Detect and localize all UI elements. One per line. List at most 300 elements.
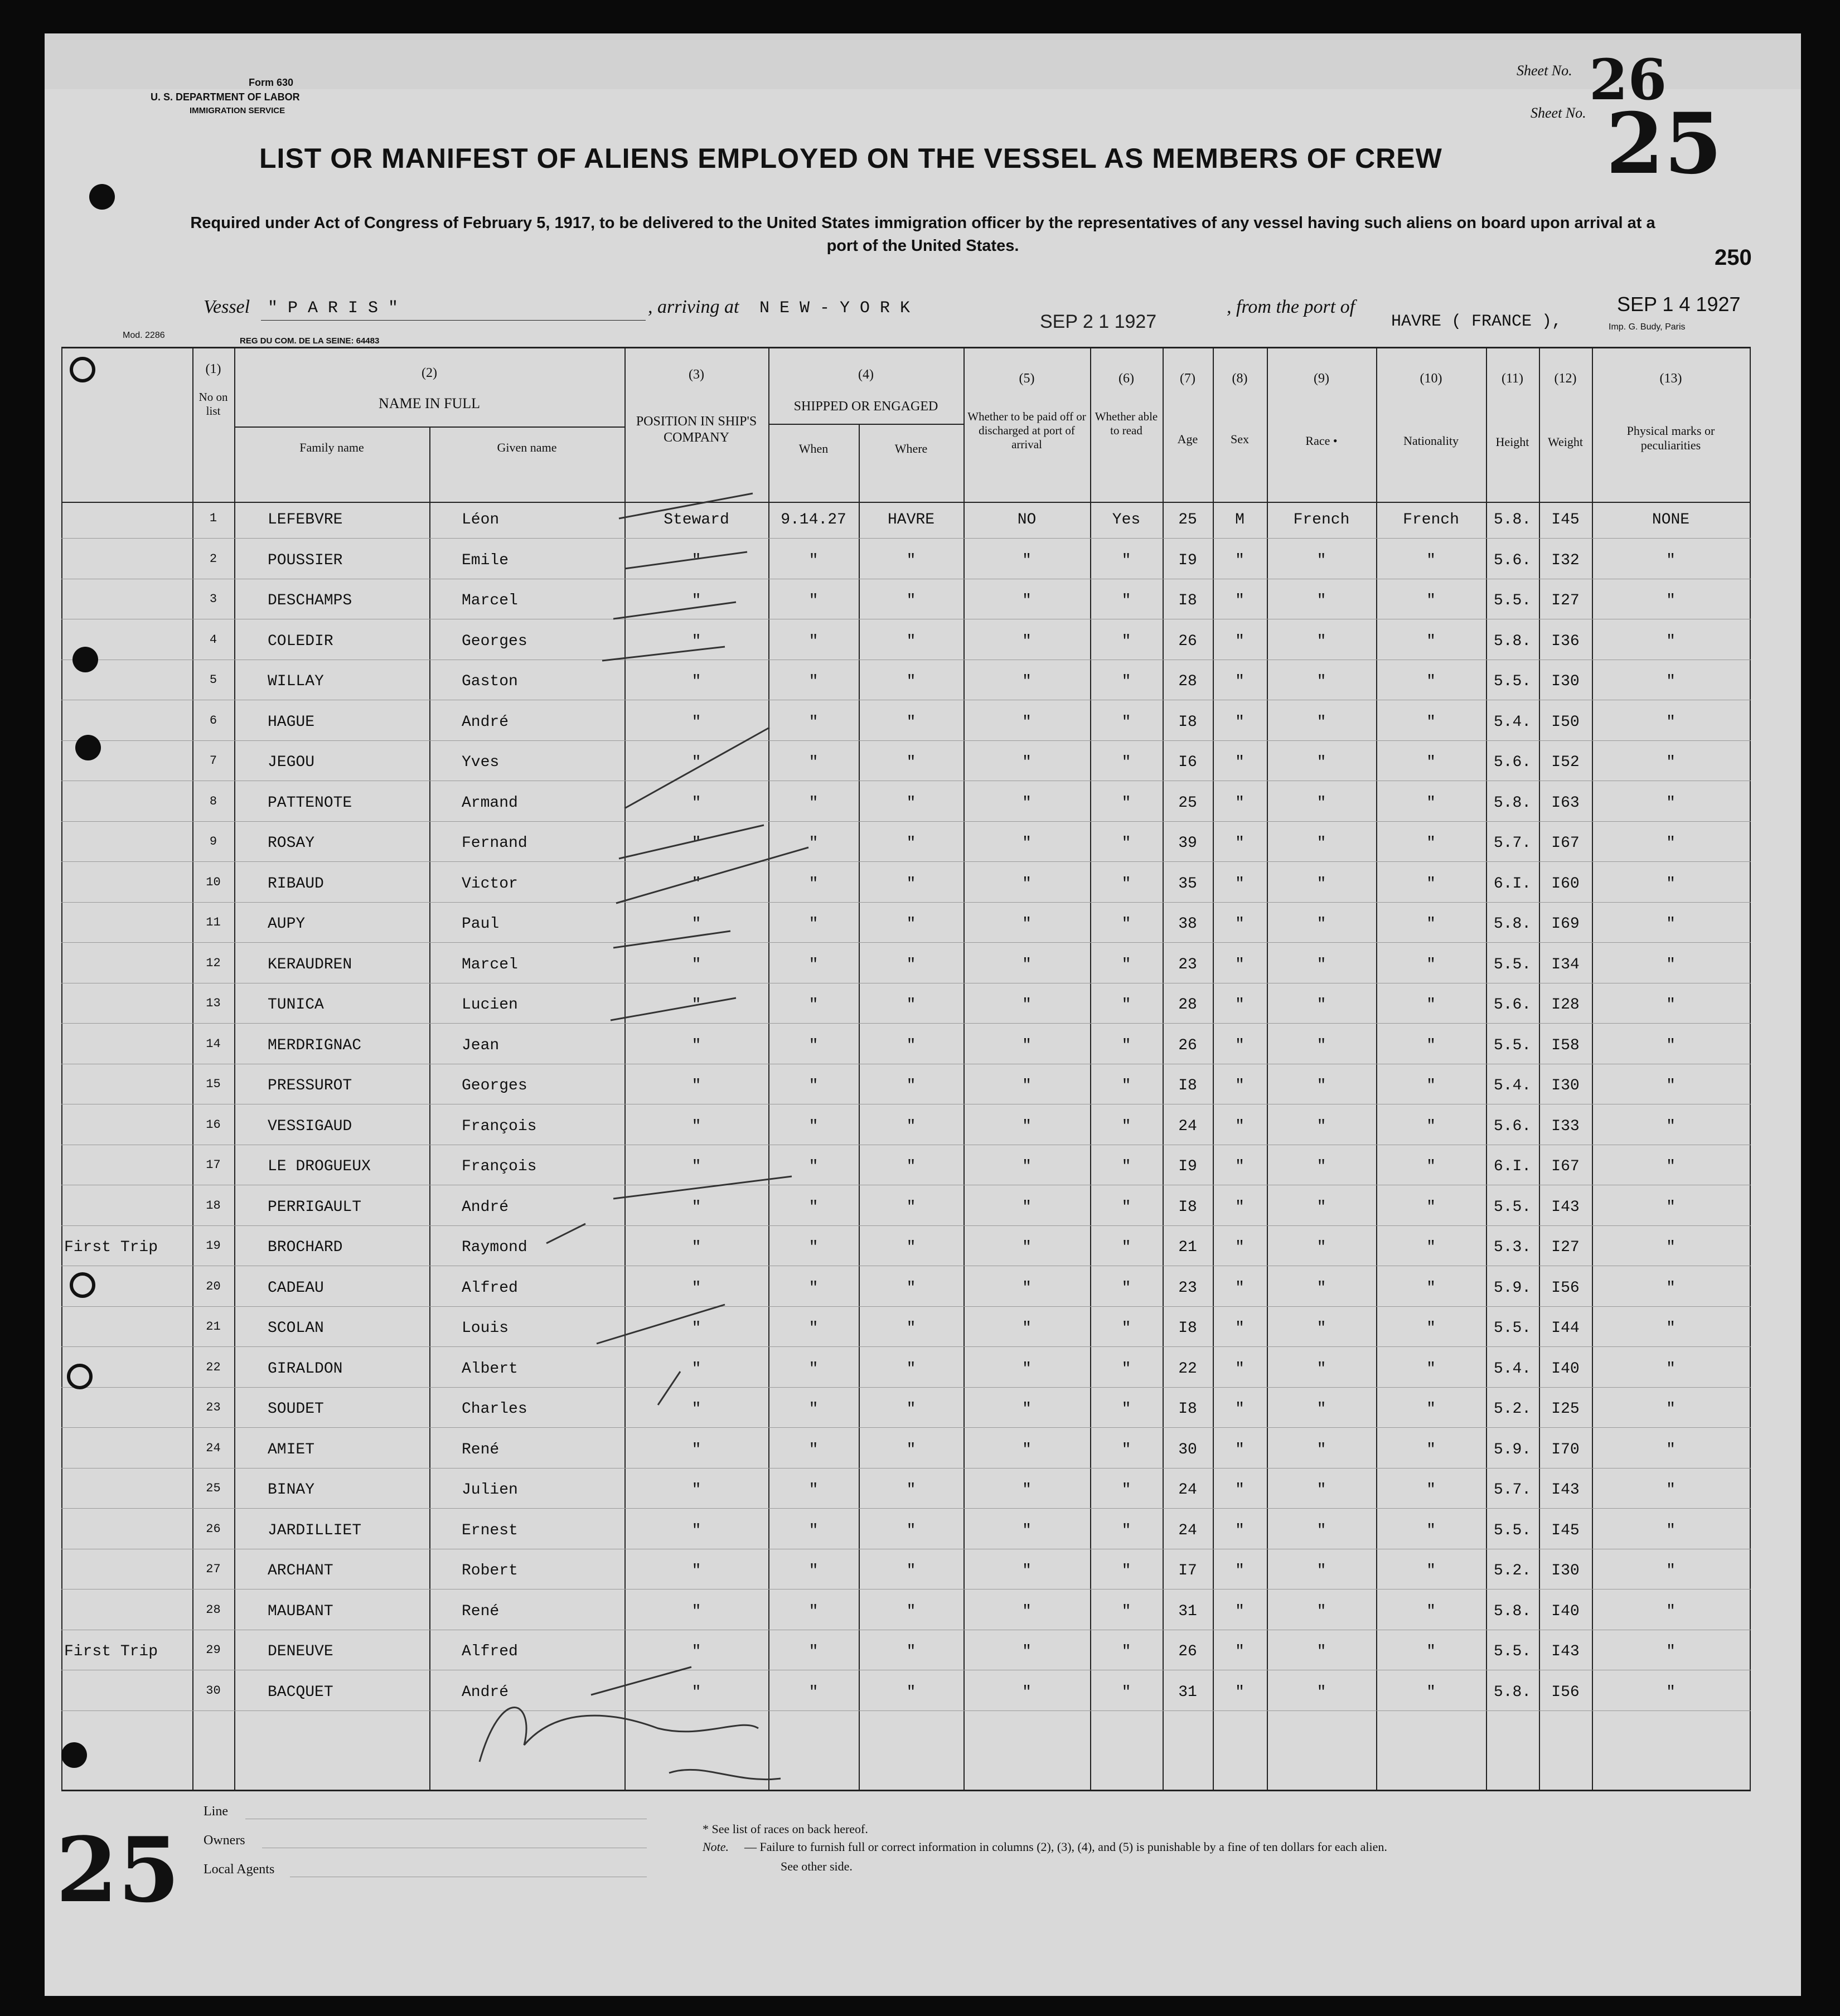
cell-age: I8 — [1178, 1077, 1197, 1094]
col6-number: (6) — [1118, 371, 1134, 386]
cell-race: " — [1316, 1117, 1326, 1135]
col8-header: Sex — [1231, 432, 1249, 446]
cell-race: " — [1316, 1198, 1326, 1216]
subtitle: Required under Act of Congress of February 5, 1917, to be delivered to the United States immigration officer by the representatives of any vessel having such aliens on board upon arrival at a port of the United States. — [190, 214, 1655, 255]
cell-nat: " — [1426, 1481, 1436, 1499]
cell-position: " — [691, 1077, 701, 1094]
cell-paid: " — [1022, 592, 1032, 609]
cell-race: " — [1316, 835, 1326, 852]
cell-race: " — [1316, 1279, 1326, 1297]
cell-marks: " — [1666, 1036, 1676, 1054]
col10-number: (10) — [1420, 371, 1442, 386]
cell-weight: I63 — [1551, 794, 1580, 812]
cell-nat: " — [1426, 1562, 1436, 1579]
cell-height: 5.6. — [1493, 754, 1532, 771]
cell-paid: " — [1022, 1360, 1032, 1378]
cell-when: " — [808, 835, 819, 852]
cell-read: " — [1121, 1279, 1131, 1297]
cell-race: " — [1316, 1562, 1326, 1579]
sheet-number-1: 26 — [1589, 47, 1667, 113]
col4-number: (4) — [858, 367, 874, 382]
cell-position: " — [691, 1198, 701, 1216]
cell-weight: I45 — [1551, 511, 1580, 529]
cell-race: " — [1316, 1400, 1326, 1418]
cell-marks: " — [1666, 1117, 1676, 1135]
col1-number: (1) — [205, 362, 221, 376]
cell-height: 5.9. — [1493, 1441, 1532, 1458]
cell-family: ROSAY — [268, 835, 315, 852]
cell-no: 16 — [206, 1117, 221, 1132]
cell-race: " — [1316, 875, 1326, 893]
cell-paid: " — [1022, 1077, 1032, 1094]
cell-given: René — [462, 1441, 500, 1458]
cell-given: Jean — [462, 1036, 500, 1054]
cell-no: 30 — [206, 1683, 221, 1698]
cell-marks: " — [1666, 1279, 1676, 1297]
cell-given: Fernand — [462, 835, 527, 852]
cell-family: POUSSIER — [268, 551, 343, 569]
cell-read: " — [1121, 592, 1131, 609]
cell-when: " — [808, 794, 819, 812]
cell-age: 30 — [1178, 1441, 1197, 1458]
cell-marks: " — [1666, 632, 1676, 650]
cell-where: " — [906, 1198, 916, 1216]
cell-marks: " — [1666, 1400, 1676, 1418]
cell-where: " — [906, 1481, 916, 1499]
cell-no: 26 — [206, 1521, 221, 1536]
date-stamp-departure: SEP 1 4 1927 — [1617, 293, 1741, 316]
cell-weight: I28 — [1551, 996, 1580, 1014]
cell-position: " — [691, 1683, 701, 1701]
cell-family: ARCHANT — [268, 1562, 333, 1579]
cell-paid: " — [1022, 915, 1032, 933]
cell-family: DESCHAMPS — [268, 592, 352, 609]
cell-weight: I30 — [1551, 673, 1580, 690]
cell-position: Steward — [664, 511, 729, 529]
cell-read: Yes — [1112, 511, 1141, 529]
cell-where: " — [906, 1239, 916, 1256]
cell-where: " — [906, 1158, 916, 1175]
cell-nat: " — [1426, 1279, 1436, 1297]
cell-age: 26 — [1178, 1036, 1197, 1054]
cell-race: " — [1316, 551, 1326, 569]
cell-given: Alfred — [462, 1279, 518, 1297]
cell-family: COLEDIR — [268, 632, 333, 650]
check-mark — [611, 998, 736, 1020]
col3-number: (3) — [689, 367, 704, 382]
cell-where: " — [906, 1643, 916, 1660]
cell-no: 22 — [206, 1360, 221, 1374]
cell-given: René — [462, 1602, 500, 1620]
cell-where: " — [906, 673, 916, 690]
cell-sex: " — [1235, 1320, 1245, 1337]
cell-sex: " — [1235, 1279, 1245, 1297]
sheet-label-2: Sheet No. — [1531, 105, 1586, 121]
cell-weight: I33 — [1551, 1117, 1580, 1135]
mod-number: Mod. 2286 — [123, 331, 165, 340]
cell-read: " — [1121, 1036, 1131, 1054]
cell-read: " — [1121, 1360, 1131, 1378]
cell-when: " — [808, 1521, 819, 1539]
cell-nat: " — [1426, 794, 1436, 812]
cell-paid: " — [1022, 1441, 1032, 1458]
cell-race: " — [1316, 1320, 1326, 1337]
cell-family: JEGOU — [268, 754, 315, 771]
cell-age: I8 — [1178, 592, 1197, 609]
cell-height: 5.6. — [1493, 1117, 1532, 1135]
cell-paid: " — [1022, 1198, 1032, 1216]
cell-read: " — [1121, 875, 1131, 893]
cell-race: " — [1316, 673, 1326, 690]
cell-read: " — [1121, 1158, 1131, 1175]
cell-position: " — [691, 1602, 701, 1620]
col13-number: (13) — [1659, 371, 1682, 386]
cell-age: I9 — [1178, 551, 1197, 569]
cell-nat: " — [1426, 1198, 1436, 1216]
line-label: Line — [204, 1804, 228, 1819]
corner-sheet-number: 25 — [56, 1818, 180, 1922]
cell-when: " — [808, 1360, 819, 1378]
cell-where: " — [906, 713, 916, 731]
service: IMMIGRATION SERVICE — [190, 106, 285, 115]
cell-no: 12 — [206, 956, 221, 970]
cell-sex: " — [1235, 996, 1245, 1014]
cell-given: Yves — [462, 754, 500, 771]
form-number: Form 630 — [249, 77, 294, 88]
cell-height: 5.8. — [1493, 1683, 1532, 1701]
cell-sex: " — [1235, 1117, 1245, 1135]
cell-when: " — [808, 673, 819, 690]
cell-height: 5.6. — [1493, 996, 1532, 1014]
cell-read: " — [1121, 1481, 1131, 1499]
cell-position: " — [691, 794, 701, 812]
cell-no: 9 — [209, 835, 217, 849]
cell-race: " — [1316, 1602, 1326, 1620]
cell-weight: I45 — [1551, 1521, 1580, 1539]
cell-age: 39 — [1178, 835, 1197, 852]
cell-where: " — [906, 1521, 916, 1539]
cell-when: " — [808, 956, 819, 973]
col2-header: NAME IN FULL — [379, 395, 480, 411]
cell-position: " — [691, 1481, 701, 1499]
cell-weight: I30 — [1551, 1562, 1580, 1579]
col4-when-header: When — [798, 442, 829, 455]
cell-nat: " — [1426, 1521, 1436, 1539]
cell-marks: " — [1666, 1360, 1676, 1378]
cell-height: 5.5. — [1493, 1643, 1532, 1660]
cell-family: LEFEBVRE — [268, 511, 343, 529]
cell-when: " — [808, 1400, 819, 1418]
cell-weight: I67 — [1551, 1158, 1580, 1175]
check-mark — [613, 1176, 792, 1199]
cell-paid: " — [1022, 1239, 1032, 1256]
cell-marks: " — [1666, 1683, 1676, 1701]
cell-where: " — [906, 1279, 916, 1297]
cell-height: 5.5. — [1493, 1320, 1532, 1337]
cell-no: 10 — [206, 875, 221, 889]
cell-sex: " — [1235, 1602, 1245, 1620]
col2-family-header: Family name — [299, 440, 364, 454]
check-mark — [616, 847, 808, 903]
cell-paid: " — [1022, 996, 1032, 1014]
cell-given: Robert — [462, 1562, 518, 1579]
cell-when: " — [808, 875, 819, 893]
cell-position: " — [691, 1562, 701, 1579]
cell-paid: " — [1022, 1279, 1032, 1297]
cell-paid: " — [1022, 1683, 1032, 1701]
cell-read: " — [1121, 915, 1131, 933]
cell-nat: " — [1426, 1643, 1436, 1660]
cell-no: 7 — [209, 754, 217, 768]
cell-race: " — [1316, 1683, 1326, 1701]
cell-weight: I60 — [1551, 875, 1580, 893]
cell-when: " — [808, 996, 819, 1014]
col6-header: Whether able to read — [1095, 410, 1158, 438]
cell-age: 35 — [1178, 875, 1197, 893]
cell-nat: " — [1426, 1036, 1436, 1054]
cell-weight: I50 — [1551, 713, 1580, 731]
cell-read: " — [1121, 1602, 1131, 1620]
cell-weight: I69 — [1551, 915, 1580, 933]
cell-given: François — [462, 1158, 537, 1175]
cell-read: " — [1121, 835, 1131, 852]
cell-no: 20 — [206, 1279, 221, 1293]
cell-family: BROCHARD — [268, 1239, 343, 1256]
cell-where: " — [906, 1077, 916, 1094]
cell-marks: NONE — [1652, 511, 1690, 529]
cell-no: 14 — [206, 1036, 221, 1051]
cell-paid: " — [1022, 632, 1032, 650]
cell-where: " — [906, 1562, 916, 1579]
cell-when: " — [808, 1481, 819, 1499]
cell-race: " — [1316, 1158, 1326, 1175]
cell-given: Alfred — [462, 1643, 518, 1660]
cell-given: François — [462, 1117, 537, 1135]
cell-paid: " — [1022, 1400, 1032, 1418]
cell-family: AUPY — [268, 915, 306, 933]
cell-paid: " — [1022, 1562, 1032, 1579]
cell-no: 11 — [206, 915, 221, 929]
cell-sex: " — [1235, 1441, 1245, 1458]
cell-marks: " — [1666, 1239, 1676, 1256]
cell-weight: I56 — [1551, 1279, 1580, 1297]
cell-when: " — [808, 1602, 819, 1620]
cell-marks: " — [1666, 875, 1676, 893]
check-mark — [619, 825, 764, 859]
cell-given: Armand — [462, 794, 518, 812]
cell-age: 31 — [1178, 1683, 1197, 1701]
cell-weight: I27 — [1551, 592, 1580, 609]
cell-read: " — [1121, 754, 1131, 771]
cell-when: " — [808, 754, 819, 771]
cell-age: 31 — [1178, 1602, 1197, 1620]
date-stamp-arrival: SEP 2 1 1927 — [1040, 311, 1157, 332]
cell-race: " — [1316, 632, 1326, 650]
cell-read: " — [1121, 1239, 1131, 1256]
cell-no: 1 — [209, 511, 217, 525]
cell-weight: I36 — [1551, 632, 1580, 650]
cell-no: 24 — [206, 1441, 221, 1455]
cell-given: Lucien — [462, 996, 518, 1014]
cell-weight: I70 — [1551, 1441, 1580, 1458]
cell-read: " — [1121, 996, 1131, 1014]
cell-position: " — [691, 1360, 701, 1378]
cell-position: " — [691, 1400, 701, 1418]
cell-age: 23 — [1178, 956, 1197, 973]
cell-no: 17 — [206, 1158, 221, 1172]
cell-weight: I67 — [1551, 835, 1580, 852]
cell-when: " — [808, 1117, 819, 1135]
cell-age: I9 — [1178, 1158, 1197, 1175]
cell-height: 5.4. — [1493, 1077, 1532, 1094]
cell-position: " — [691, 956, 701, 973]
cell-read: " — [1121, 1562, 1131, 1579]
cell-height: 5.2. — [1493, 1400, 1532, 1418]
cell-weight: I56 — [1551, 1683, 1580, 1701]
cell-marks: " — [1666, 1441, 1676, 1458]
cell-age: 28 — [1178, 673, 1197, 690]
col10-header: Nationality — [1403, 434, 1459, 448]
cell-nat: " — [1426, 713, 1436, 731]
page-number: 250 — [1715, 245, 1752, 270]
col8-number: (8) — [1232, 371, 1248, 386]
sheet-label-1: Sheet No. — [1517, 62, 1572, 79]
cell-nat: " — [1426, 673, 1436, 690]
cell-read: " — [1121, 1077, 1131, 1094]
cell-height: 5.5. — [1493, 1521, 1532, 1539]
cell-nat: " — [1426, 956, 1436, 973]
cell-read: " — [1121, 1320, 1131, 1337]
check-mark — [613, 602, 736, 619]
cell-sex: " — [1235, 592, 1245, 609]
cell-paid: " — [1022, 1643, 1032, 1660]
note-text: — Failure to furnish full or correct information in columns (2), (3), (4), and (5) is punishable by a fine of ten dollars for each alien. — [744, 1840, 1387, 1854]
cell-when: " — [808, 1562, 819, 1579]
cell-race: " — [1316, 1481, 1326, 1499]
check-mark — [546, 1224, 585, 1243]
cell-no: 27 — [206, 1562, 221, 1576]
cell-position: " — [691, 1158, 701, 1175]
cell-read: " — [1121, 956, 1131, 973]
cell-weight: I58 — [1551, 1036, 1580, 1054]
cell-marks: " — [1666, 673, 1676, 690]
cell-height: 5.5. — [1493, 1198, 1532, 1216]
cell-where: " — [906, 632, 916, 650]
cell-weight: I25 — [1551, 1400, 1580, 1418]
cell-paid: " — [1022, 1602, 1032, 1620]
check-mark — [597, 1305, 725, 1344]
cell-where: " — [906, 835, 916, 852]
cell-sex: " — [1235, 1481, 1245, 1499]
cell-no: 29 — [206, 1643, 221, 1657]
cell-position: " — [691, 835, 701, 852]
cell-sex: M — [1235, 511, 1245, 529]
cell-sex: " — [1235, 713, 1245, 731]
cell-height: 5.3. — [1493, 1239, 1532, 1256]
cell-sex: " — [1235, 956, 1245, 973]
from-port: HAVRE ( FRANCE ), — [1391, 312, 1562, 331]
cell-age: I8 — [1178, 1400, 1197, 1418]
cell-family: VESSIGAUD — [268, 1117, 352, 1135]
cell-where: " — [906, 915, 916, 933]
cell-height: 5.8. — [1493, 794, 1532, 812]
cell-position: " — [691, 1643, 701, 1660]
vessel-label: Vessel — [204, 297, 250, 317]
cell-family: PRESSUROT — [268, 1077, 352, 1094]
cell-age: 24 — [1178, 1481, 1197, 1499]
cell-nat: " — [1426, 1117, 1436, 1135]
cell-when: " — [808, 1239, 819, 1256]
cell-given: Julien — [462, 1481, 518, 1499]
cell-sex: " — [1235, 1683, 1245, 1701]
cell-age: 24 — [1178, 1117, 1197, 1135]
cell-race: " — [1316, 1441, 1326, 1458]
cell-race: " — [1316, 713, 1326, 731]
cell-no: 3 — [209, 592, 217, 606]
col7-number: (7) — [1180, 371, 1195, 386]
cell-where: " — [906, 551, 916, 569]
cell-family: TUNICA — [268, 996, 324, 1014]
cell-weight: I40 — [1551, 1360, 1580, 1378]
cell-height: 5.5. — [1493, 673, 1532, 690]
cell-family: GIRALDON — [268, 1360, 343, 1378]
cell-weight: I43 — [1551, 1643, 1580, 1660]
cell-weight: I27 — [1551, 1239, 1580, 1256]
cell-marks: " — [1666, 1158, 1676, 1175]
cell-position: " — [691, 673, 701, 690]
cell-nat: " — [1426, 551, 1436, 569]
cell-age: 25 — [1178, 511, 1197, 529]
check-mark — [602, 647, 725, 661]
owners-label: Owners — [204, 1833, 245, 1848]
cell-read: " — [1121, 673, 1131, 690]
cell-when: " — [808, 1683, 819, 1701]
cell-race: " — [1316, 794, 1326, 812]
cell-sex: " — [1235, 1198, 1245, 1216]
cell-marks: " — [1666, 551, 1676, 569]
cell-no: 15 — [206, 1077, 221, 1091]
col4-header: SHIPPED OR ENGAGED — [793, 399, 938, 414]
col2-given-header: Given name — [497, 440, 557, 454]
cell-given: Albert — [462, 1360, 518, 1378]
cell-when: " — [808, 1320, 819, 1337]
cell-race: " — [1316, 1077, 1326, 1094]
cell-nat: " — [1426, 754, 1436, 771]
col12-header: Weight — [1548, 435, 1583, 449]
vessel-name: " P A R I S " — [268, 299, 399, 318]
cell-paid: " — [1022, 551, 1032, 569]
cell-sex: " — [1235, 1643, 1245, 1660]
cell-where: " — [906, 1360, 916, 1378]
cell-when: " — [808, 632, 819, 650]
cell-nat: " — [1426, 1360, 1436, 1378]
cell-nat: " — [1426, 592, 1436, 609]
cell-race: " — [1316, 592, 1326, 609]
cell-age: I8 — [1178, 1320, 1197, 1337]
cell-when: 9.14.27 — [781, 511, 846, 529]
cell-when: " — [808, 1279, 819, 1297]
cell-paid: " — [1022, 1481, 1032, 1499]
cell-where: " — [906, 1117, 916, 1135]
cell-race: " — [1316, 1036, 1326, 1054]
cell-no: 25 — [206, 1481, 221, 1495]
cell-family: BINAY — [268, 1481, 315, 1499]
cell-marks: " — [1666, 713, 1676, 731]
cell-age: 21 — [1178, 1239, 1197, 1256]
cell-given: Victor — [462, 875, 518, 893]
cell-race: " — [1316, 1643, 1326, 1660]
cell-marks: " — [1666, 754, 1676, 771]
